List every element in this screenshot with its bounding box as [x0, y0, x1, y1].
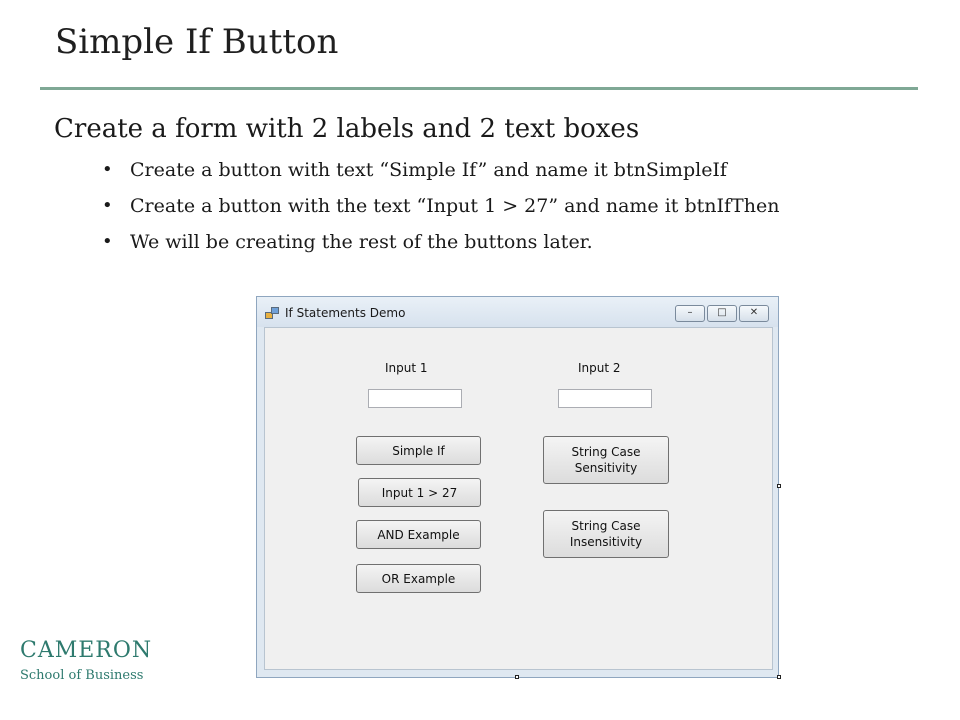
- resize-handle-right[interactable]: [777, 484, 781, 488]
- logo-subtitle: School of Business: [20, 668, 144, 683]
- bullet-item: [102, 155, 779, 191]
- bullet-text: Create a button with the text “Input 1 > 27” and name it btnIfThen: [130, 195, 780, 217]
- app-icon: [265, 307, 279, 319]
- maximize-icon: □: [717, 307, 727, 318]
- bullet-item: [102, 227, 779, 263]
- or-example-button[interactable]: OR Example: [356, 564, 481, 593]
- slide-heading: Create a form with 2 labels and 2 text boxes: [54, 114, 640, 144]
- minimize-icon: –: [687, 307, 693, 318]
- window-title: If Statements Demo: [285, 306, 406, 320]
- form-window: [256, 296, 779, 678]
- close-button[interactable]: [739, 305, 769, 322]
- bullet-icon: •: [102, 231, 113, 252]
- input2-textbox[interactable]: [558, 389, 652, 408]
- input-gt-27-button[interactable]: Input 1 > 27: [358, 478, 481, 507]
- string-case-insensitivity-button[interactable]: String Case Insensitivity: [543, 510, 669, 558]
- cameron-logo: [20, 638, 160, 708]
- resize-handle-corner[interactable]: [777, 675, 781, 679]
- label-input1: Input 1: [385, 361, 428, 375]
- label-input2: Input 2: [578, 361, 621, 375]
- window-titlebar[interactable]: [257, 297, 778, 327]
- bullet-icon: •: [102, 195, 113, 216]
- bullet-item: [102, 191, 779, 227]
- bullet-icon: •: [102, 159, 113, 180]
- title-divider: [40, 87, 918, 90]
- bullet-list: [102, 155, 779, 263]
- simple-if-button[interactable]: Simple If: [356, 436, 481, 465]
- resize-handle-bottom[interactable]: [515, 675, 519, 679]
- maximize-button[interactable]: [707, 305, 737, 322]
- minimize-button[interactable]: [675, 305, 705, 322]
- bullet-text: Create a button with text “Simple If” and name it btnSimpleIf: [130, 159, 727, 181]
- input1-textbox[interactable]: [368, 389, 462, 408]
- close-icon: ✕: [749, 307, 759, 318]
- logo-name: CAMERON: [20, 638, 153, 663]
- form-client-area: [264, 327, 773, 670]
- string-case-sensitivity-button[interactable]: String Case Sensitivity: [543, 436, 669, 484]
- bullet-text: We will be creating the rest of the buttons later.: [130, 231, 593, 253]
- slide-title: Simple If Button: [55, 22, 339, 62]
- and-example-button[interactable]: AND Example: [356, 520, 481, 549]
